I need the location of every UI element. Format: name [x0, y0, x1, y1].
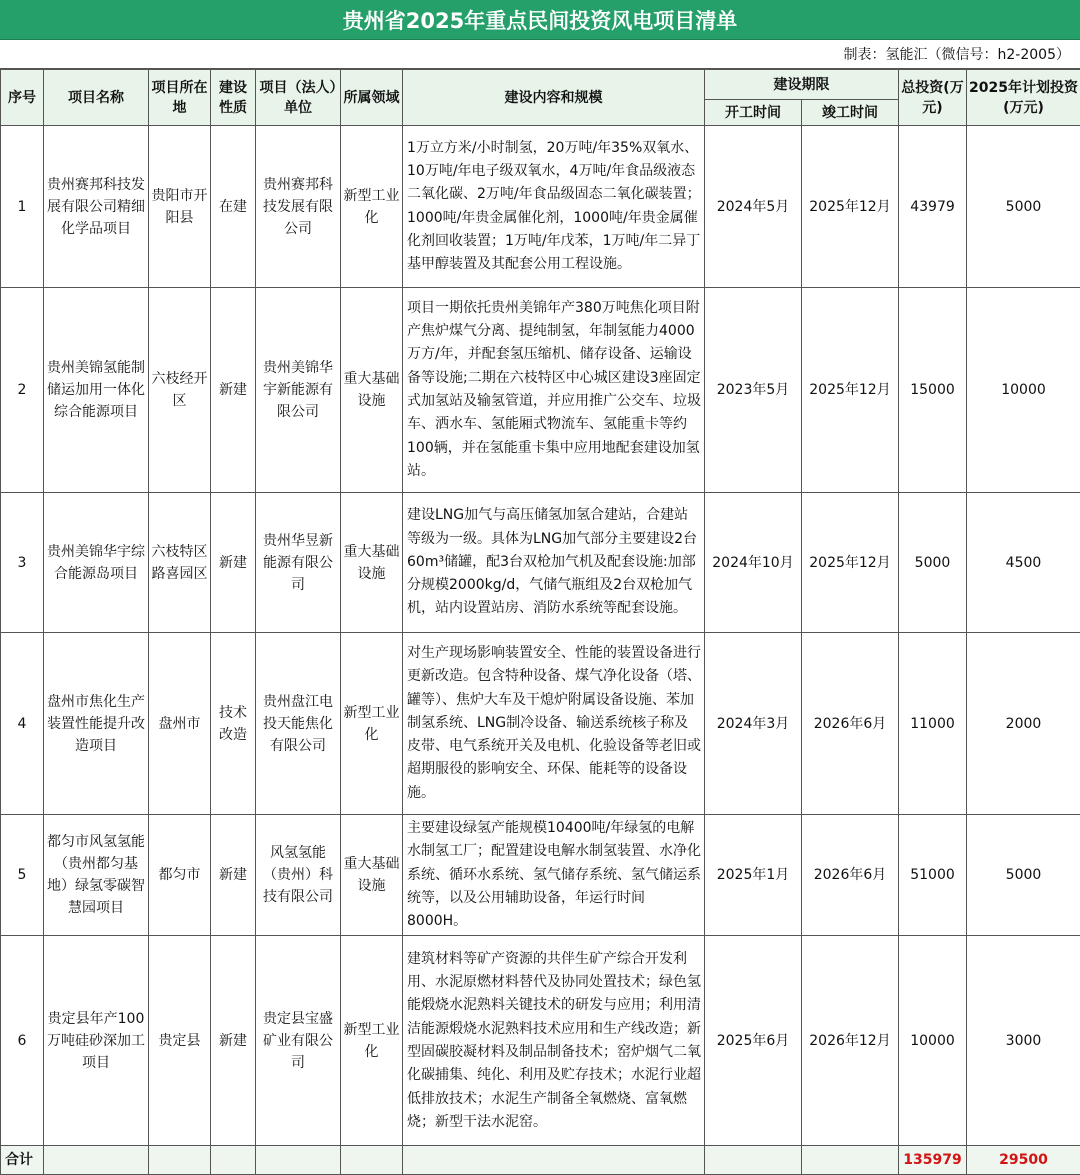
cell-plan: 4500: [967, 493, 1080, 633]
total-empty: [802, 1146, 899, 1175]
cell-plan: 5000: [967, 815, 1080, 936]
cell-nature: 在建: [211, 126, 256, 288]
cell-start: 2025年1月: [705, 815, 802, 936]
cell-unit: 贵州华昱新能源有限公司: [256, 493, 341, 633]
cell-unit: 贵定县宝盛矿业有限公司: [256, 936, 341, 1146]
total-empty: [403, 1146, 705, 1175]
total-plan-investment: 29500: [967, 1146, 1080, 1175]
cell-total: 10000: [899, 936, 967, 1146]
cell-total: 5000: [899, 493, 967, 633]
table-row: [1, 633, 1080, 815]
cell-end: 2026年12月: [802, 936, 899, 1146]
header-name: 项目名称: [44, 70, 149, 126]
header-period: 建设期限: [705, 70, 899, 100]
header-domain: 所属领域: [341, 70, 403, 126]
header-nature: 建设性质: [211, 70, 256, 126]
table-row: [1, 288, 1080, 493]
cell-nature: 技术改造: [211, 633, 256, 815]
table-row: [1, 936, 1080, 1146]
cell-name: 贵定县年产100万吨硅砂深加工项目: [44, 936, 149, 1146]
header-total: 总投资(万元): [899, 70, 967, 126]
cell-total: 11000: [899, 633, 967, 815]
cell-location: 贵阳市开阳县: [149, 126, 211, 288]
cell-unit: 风氢氢能（贵州）科技有限公司: [256, 815, 341, 936]
cell-plan: 5000: [967, 126, 1080, 288]
cell-content: 建设LNG加气与高压储氢加氢合建站，合建站等级为一级。具体为LNG加气部分主要建设2台60m³储罐，配3台双枪加气机及配套设施:加部分规模2000kg/d，气储气瓶组及2台双枪加气机，站内设置站房、消防水系统等配套设施。: [403, 493, 705, 633]
total-investment: 135979: [899, 1146, 967, 1175]
cell-domain: 重大基础设施: [341, 815, 403, 936]
cell-unit: 贵州盘江电投天能焦化有限公司: [256, 633, 341, 815]
project-table: [0, 69, 1080, 1175]
table-row: [1, 493, 1080, 633]
cell-location: 六枝经开区: [149, 288, 211, 493]
cell-total: 43979: [899, 126, 967, 288]
cell-location: 六枝特区路喜园区: [149, 493, 211, 633]
table-title: 贵州省2025年重点民间投资风电项目清单: [0, 0, 1080, 40]
header-location: 项目所在地: [149, 70, 211, 126]
cell-nature: 新建: [211, 288, 256, 493]
total-empty: [211, 1146, 256, 1175]
total-row: [1, 1146, 1080, 1175]
cell-start: 2024年5月: [705, 126, 802, 288]
cell-location: 盘州市: [149, 633, 211, 815]
total-empty: [256, 1146, 341, 1175]
cell-end: 2025年12月: [802, 126, 899, 288]
cell-name: 贵州赛邦科技发展有限公司精细化学品项目: [44, 126, 149, 288]
cell-plan: 2000: [967, 633, 1080, 815]
cell-seq: 5: [1, 815, 44, 936]
header-start: 开工时间: [705, 100, 802, 126]
total-label: 合计: [1, 1146, 44, 1175]
cell-start: 2025年6月: [705, 936, 802, 1146]
total-empty: [705, 1146, 802, 1175]
cell-end: 2025年12月: [802, 288, 899, 493]
cell-nature: 新建: [211, 936, 256, 1146]
header-seq: 序号: [1, 70, 44, 126]
cell-content: 对生产现场影响装置安全、性能的装置设备进行更新改造。包含特种设备、煤气净化设备（塔、罐等）、焦炉大车及干熄炉附属设备设施、苯加制氢系统、LNG制冷设备、输送系统核子称及皮带、电气系统开关及电机、化验设备等老旧或超期服役的影响安全、环保、能耗等的设备设施。: [403, 633, 705, 815]
cell-start: 2024年3月: [705, 633, 802, 815]
table-row: [1, 126, 1080, 288]
cell-seq: 6: [1, 936, 44, 1146]
cell-unit: 贵州美锦华宇新能源有限公司: [256, 288, 341, 493]
cell-domain: 重大基础设施: [341, 288, 403, 493]
cell-seq: 1: [1, 126, 44, 288]
cell-seq: 4: [1, 633, 44, 815]
cell-end: 2026年6月: [802, 633, 899, 815]
cell-location: 贵定县: [149, 936, 211, 1146]
credit-line: 制表：氢能汇（微信号：h2-2005）: [0, 40, 1080, 69]
cell-name: 盘州市焦化生产装置性能提升改造项目: [44, 633, 149, 815]
cell-plan: 10000: [967, 288, 1080, 493]
total-empty: [341, 1146, 403, 1175]
cell-content: 项目一期依托贵州美锦年产380万吨焦化项目附产焦炉煤气分离、提纯制氢，年制氢能力4000万方/年，并配套氢压缩机、储存设备、运输设备等设施;二期在六枝特区中心城区建设3座固定式加氢站及输氢管道，并应用推广公交车、垃圾车、洒水车、氢能厢式物流车、氢能重卡等约100辆，并在氢能重卡集中应用地配套建设加氢站。: [403, 288, 705, 493]
cell-content: 主要建设绿氢产能规模10400吨/年绿氢的电解水制氢工厂；配置建设电解水制氢装置、水净化系统、循环水系统、氢气储存系统、氢气储运系统等，以及公用辅助设备，年运行时间8000H。: [403, 815, 705, 936]
cell-seq: 2: [1, 288, 44, 493]
cell-seq: 3: [1, 493, 44, 633]
cell-end: 2025年12月: [802, 493, 899, 633]
total-empty: [44, 1146, 149, 1175]
cell-plan: 3000: [967, 936, 1080, 1146]
cell-end: 2026年6月: [802, 815, 899, 936]
cell-name: 都匀市风氢氢能（贵州都匀基地）绿氢零碳智慧园项目: [44, 815, 149, 936]
cell-domain: 新型工业化: [341, 126, 403, 288]
cell-total: 51000: [899, 815, 967, 936]
total-empty: [149, 1146, 211, 1175]
cell-start: 2023年5月: [705, 288, 802, 493]
cell-content: 建筑材料等矿产资源的共伴生矿产综合开发利用、水泥原燃材料替代及协同处置技术；绿色氢能煅烧水泥熟料关键技术的研发与应用；利用清洁能源煅烧水泥熟料技术应用和生产线改造；新型固碳胶凝材料及制品制备技术；窑炉烟气二氧化碳捕集、纯化、利用及贮存技术；水泥行业超低排放技术；水泥生产制备全氧燃烧、富氧燃烧；新型干法水泥窑。: [403, 936, 705, 1146]
header-end: 竣工时间: [802, 100, 899, 126]
cell-content: 1万立方米/小时制氢，20万吨/年35%双氧水、10万吨/年电子级双氧水，4万吨/年食品级液态二氧化碳、2万吨/年食品级固态二氧化碳装置；1000吨/年贵金属催化剂，1000吨/年贵金属催化剂回收装置；1万吨/年戊苯，1万吨/年二异丁基甲醇装置及其配套公用工程设施。: [403, 126, 705, 288]
cell-domain: 重大基础设施: [341, 493, 403, 633]
cell-name: 贵州美锦华宇综合能源岛项目: [44, 493, 149, 633]
header-content: 建设内容和规模: [403, 70, 705, 126]
cell-name: 贵州美锦氢能制储运加用一体化综合能源项目: [44, 288, 149, 493]
table-row: [1, 815, 1080, 936]
cell-nature: 新建: [211, 815, 256, 936]
cell-domain: 新型工业化: [341, 633, 403, 815]
cell-start: 2024年10月: [705, 493, 802, 633]
cell-nature: 新建: [211, 493, 256, 633]
cell-total: 15000: [899, 288, 967, 493]
header-plan: 2025年计划投资(万元): [967, 70, 1080, 126]
cell-unit: 贵州赛邦科技发展有限公司: [256, 126, 341, 288]
cell-location: 都匀市: [149, 815, 211, 936]
cell-domain: 新型工业化: [341, 936, 403, 1146]
header-unit: 项目（法人）单位: [256, 70, 341, 126]
